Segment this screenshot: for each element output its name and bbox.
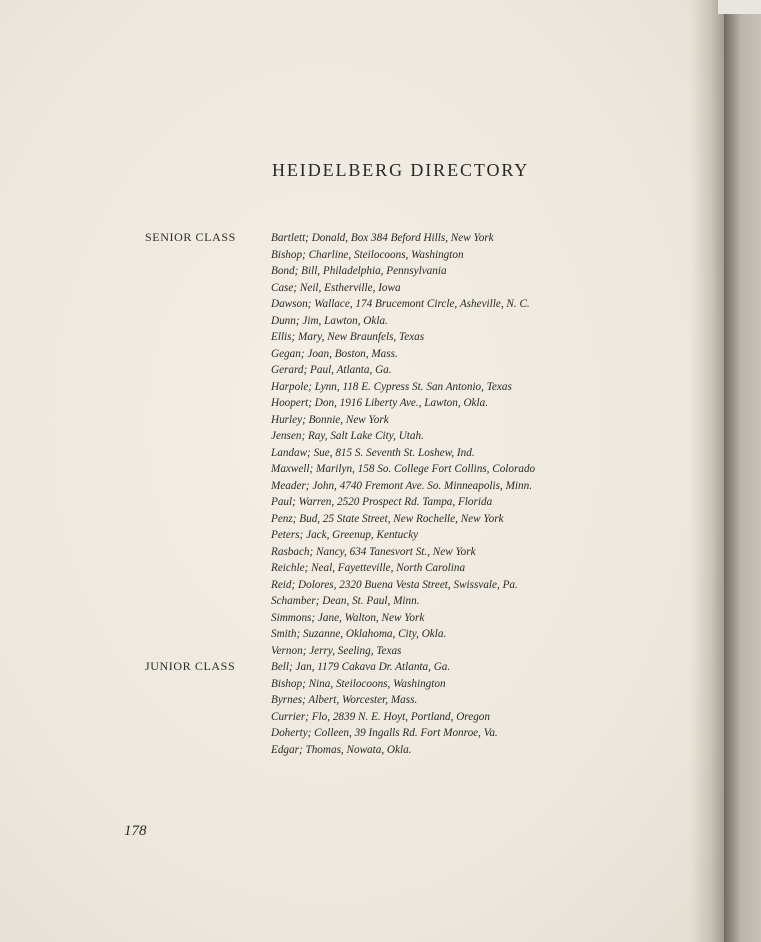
senior-entry: Case; Neil, Estherville, Iowa [271, 281, 401, 294]
senior-entry: Gegan; Joan, Boston, Mass. [271, 347, 398, 360]
senior-entry: Peters; Jack, Greenup, Kentucky [271, 529, 419, 541]
senior-entry: Paul; Warren, 2520 Prospect Rd. Tampa, Florida [271, 496, 493, 508]
page-number: 178 [124, 823, 147, 839]
senior-entry: Hoopert; Don, 1916 Liberty Ave., Lawton, Okla. [271, 397, 489, 409]
senior-entry: Bartlett; Donald, Box 384 Beford Hills, New York [271, 232, 494, 244]
junior-class-label: JUNIOR CLASS [145, 659, 236, 673]
senior-entry: Bond; Bill, Philadelphia, Pennsylvania [271, 265, 447, 277]
page-title: HEIDELBERG DIRECTORY [272, 160, 530, 180]
senior-class-list [271, 230, 535, 659]
junior-entry: Byrnes; Albert, Worcester, Mass. [271, 694, 418, 706]
senior-class-label: SENIOR CLASS [145, 230, 236, 244]
senior-entry: Hurley; Bonnie, New York [271, 413, 389, 426]
senior-entry: Smith; Suzanne, Oklahoma, City, Okla. [271, 628, 447, 640]
senior-entry: Jensen; Ray, Salt Lake City, Utah. [271, 430, 424, 442]
adjacent-page-edge [724, 0, 761, 942]
senior-entry: Bishop; Charline, Steilocoons, Washington [271, 248, 464, 261]
senior-entry: Schamber; Dean, St. Paul, Minn. [271, 595, 420, 607]
senior-entry: Dawson; Wallace, 174 Brucemont Circle, Asheville, N. C. [271, 298, 530, 310]
senior-entry: Rasbach; Nancy, 634 Tanesvort St., New York [271, 545, 476, 558]
senior-entry: Ellis; Mary, New Braunfels, Texas [271, 331, 425, 343]
senior-entry: Reid; Dolores, 2320 Buena Vesta Street, Swissvale, Pa. [271, 578, 518, 591]
junior-entry: Doherty; Colleen, 39 Ingalls Rd. Fort Monroe, Va. [271, 727, 498, 739]
junior-class-list [271, 659, 498, 758]
senior-entry: Vernon; Jerry, Seeling, Texas [271, 644, 402, 657]
junior-entry: Bell; Jan, 1179 Cakava Dr. Atlanta, Ga. [271, 661, 451, 673]
junior-entry: Edgar; Thomas, Nowata, Okla. [271, 743, 412, 756]
senior-entry: Dunn; Jim, Lawton, Okla. [271, 314, 388, 327]
senior-entry: Simmons; Jane, Walton, New York [271, 611, 425, 624]
senior-entry: Reichle; Neal, Fayetteville, North Carolina [271, 562, 466, 574]
senior-entry: Landaw; Sue, 815 S. Seventh St. Loshew, Ind. [271, 446, 475, 459]
adjacent-page-corner [718, 0, 761, 14]
binding-shadow [690, 0, 724, 942]
senior-entry: Meader; John, 4740 Fremont Ave. So. Minneapolis, Minn. [271, 479, 532, 492]
senior-entry: Penz; Bud, 25 State Street, New Rochelle, New York [271, 512, 504, 525]
senior-entry: Harpole; Lynn, 118 E. Cypress St. San Antonio, Texas [271, 380, 512, 393]
senior-entry: Gerard; Paul, Atlanta, Ga. [271, 364, 392, 376]
senior-entry: Maxwell; Marilyn, 158 So. College Fort Collins, Colorado [271, 463, 536, 475]
junior-entry: Currier; Flo, 2839 N. E. Hoyt, Portland, Oregon [271, 710, 490, 723]
junior-entry: Bishop; Nina, Steilocoons, Washington [271, 677, 446, 690]
